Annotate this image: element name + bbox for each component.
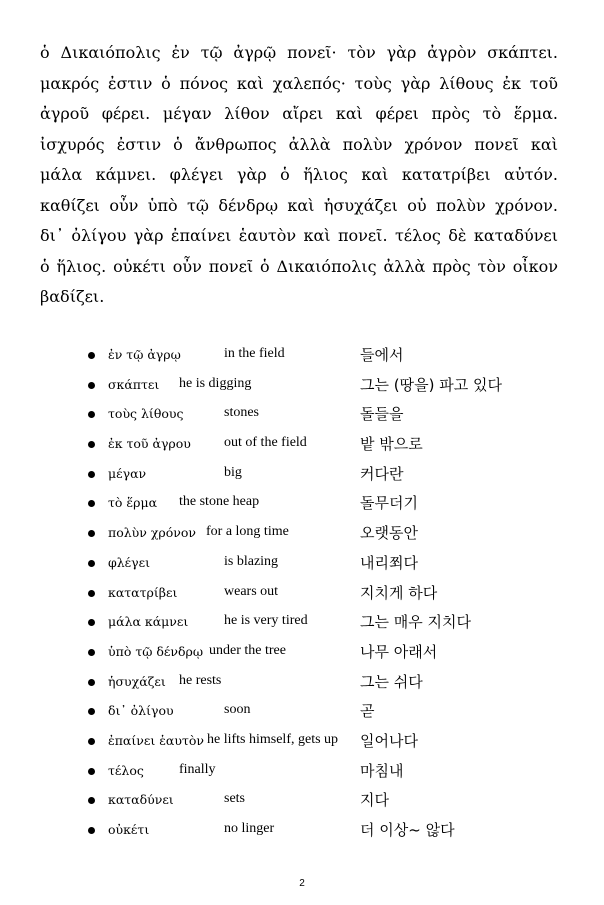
passage-line: βαδίζει. — [40, 287, 105, 306]
vocab-greek: οὐκέτι — [108, 822, 150, 837]
passage-line: ὁ Δικαιόπολις ἐν τῷ ἀγρῷ πονεῖ· τὸν γὰρ ἀγρὸν σκάπτει. — [40, 43, 558, 62]
vocab-english: the stone heap — [179, 494, 260, 510]
vocab-english: sets — [224, 791, 245, 807]
vocab-greek: φλέγει — [108, 554, 150, 570]
bullet-icon — [88, 382, 95, 389]
vocab-korean: 내리쬐다 — [360, 553, 418, 572]
vocab-greek: δι᾽ ὀλίγου — [108, 703, 174, 719]
vocab-greek: μέγαν — [108, 465, 147, 481]
vocab-greek: ἐκ τοῦ ἀγρου — [108, 436, 191, 452]
bullet-icon — [88, 619, 95, 626]
vocab-korean: 오랫동안 — [360, 524, 418, 543]
vocab-item — [88, 788, 558, 818]
vocab-korean: 지치게 하다 — [360, 583, 438, 602]
vocab-item — [88, 373, 558, 403]
greek-passage — [40, 38, 558, 313]
bullet-icon — [88, 768, 95, 775]
vocab-greek: ἐπαίνει ἑαυτὸν — [108, 732, 205, 748]
vocab-english: he rests — [179, 672, 222, 688]
passage-line: δι᾽ ὀλίγου γὰρ ἐπαίνει ἑαυτὸν καὶ πονεῖ. τέλος δὲ καταδύνει — [40, 226, 558, 245]
vocab-greek: τὸ ἕρμα — [108, 495, 158, 511]
vocab-item — [88, 462, 558, 492]
vocab-korean: 더 이상~ 않다 — [360, 821, 455, 839]
vocab-item — [88, 551, 558, 581]
vocab-greek: καταδύνει — [108, 792, 174, 808]
vocab-english: for a long time — [206, 524, 289, 540]
vocab-english: stones — [224, 405, 259, 421]
bullet-icon — [88, 827, 95, 834]
passage-line: ἀγροῦ φέρει. μέγαν λίθον αἴρει καὶ φέρει πρὸς τὸ ἕρμα. — [40, 104, 558, 123]
vocab-korean: 돌들을 — [360, 405, 404, 424]
vocab-english: soon — [224, 702, 251, 718]
vocab-greek: ἐν τῷ ἀγρῳ — [108, 347, 181, 362]
passage-line: ὁ ἥλιος. οὐκέτι οὖν πονεῖ ὁ Δικαιόπολις ἀλλὰ πρὸς τὸν οἶκον — [40, 256, 558, 276]
vocab-item — [88, 759, 558, 789]
vocab-item — [88, 402, 558, 432]
vocab-english: wears out — [224, 583, 279, 599]
bullet-icon — [88, 797, 95, 804]
bullet-icon — [88, 590, 95, 597]
vocab-korean: 그는 쉬다 — [360, 672, 423, 691]
vocab-korean: 마침내 — [360, 761, 404, 780]
passage-line: ἰσχυρός ἐστιν ὁ ἄνθρωπος ἀλλὰ πολὺν χρόνον πονεῖ καὶ — [40, 134, 558, 154]
vocab-item — [88, 729, 558, 759]
vocab-korean: 나무 아래서 — [360, 642, 438, 661]
bullet-icon — [88, 738, 95, 745]
vocab-greek: κατατρίβει — [108, 584, 178, 600]
vocab-english: finally — [179, 761, 216, 777]
bullet-icon — [88, 500, 95, 507]
vocabulary-list — [88, 343, 558, 848]
bullet-icon — [88, 708, 95, 715]
vocab-item — [88, 670, 558, 700]
vocab-english: is blazing — [224, 553, 279, 569]
bullet-icon — [88, 679, 95, 686]
bullet-icon — [88, 530, 95, 537]
vocab-greek: πολὺν χρόνον — [108, 525, 197, 541]
vocab-item — [88, 699, 558, 729]
vocab-korean: 돌무더기 — [360, 494, 418, 513]
passage-line: καθίζει οὖν ὑπὸ τῷ δένδρῳ καὶ ἡσυχάζει οὐ πολὺν χρόνον. — [40, 195, 558, 215]
vocab-english: under the tree — [209, 642, 286, 658]
vocab-korean: 일어나다 — [360, 731, 418, 750]
passage-line: μάλα κάμνει. φλέγει γὰρ ὁ ἥλιος καὶ κατατρίβει αὐτόν. — [40, 165, 558, 184]
vocab-item — [88, 818, 558, 848]
vocab-greek: σκάπτει — [108, 376, 160, 392]
vocab-english: no linger — [224, 821, 275, 836]
vocab-item — [88, 640, 558, 670]
vocab-korean: 그는 (땅을) 파고 있다 — [360, 375, 502, 394]
bullet-icon — [88, 471, 95, 478]
vocab-greek: ὑπὸ τῷ δένδρῳ — [108, 643, 204, 659]
passage-line: μακρός ἐστιν ὁ πόνος καὶ χαλεπός· τοὺς γὰρ λίθους ἐκ τοῦ — [40, 73, 558, 93]
vocab-greek: μάλα κάμνει — [108, 614, 189, 630]
bullet-icon — [88, 649, 95, 656]
bullet-icon — [88, 441, 95, 448]
vocab-korean: 커다란 — [360, 464, 404, 483]
vocab-greek: ἡσυχάζει — [108, 673, 166, 689]
bullet-icon — [88, 352, 95, 359]
vocab-korean: 지다 — [360, 791, 389, 810]
vocab-item — [88, 521, 558, 551]
vocab-item — [88, 491, 558, 521]
vocab-korean: 그는 매우 지치다 — [360, 613, 471, 632]
vocab-item — [88, 610, 558, 640]
bullet-icon — [88, 411, 95, 418]
vocab-english: he lifts himself, gets up — [207, 731, 339, 747]
vocab-item — [88, 432, 558, 462]
vocab-item — [88, 581, 558, 611]
vocab-english: big — [224, 464, 242, 480]
vocab-korean: 들에서 — [360, 346, 404, 364]
vocab-korean: 곧 — [360, 702, 375, 721]
vocab-english: in the field — [224, 346, 285, 361]
vocab-english: out of the field — [224, 435, 307, 451]
page-number: 2 — [299, 878, 305, 889]
vocab-korean: 밭 밖으로 — [360, 435, 423, 454]
vocab-english: he is very tired — [224, 613, 308, 629]
vocab-greek: τέλος — [108, 762, 144, 778]
vocab-item — [88, 343, 558, 373]
vocab-greek: τοὺς λίθους — [108, 406, 184, 422]
bullet-icon — [88, 560, 95, 567]
vocab-english: he is digging — [179, 375, 252, 391]
